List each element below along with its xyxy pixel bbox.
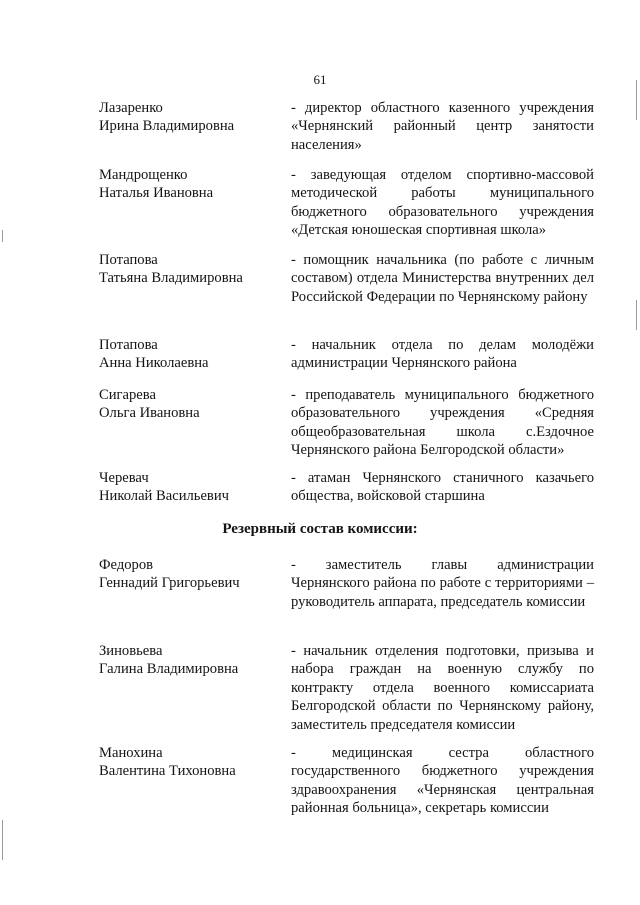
member-name bbox=[99, 386, 279, 423]
member-description: - директор областного казенного учреждения «Чернянский районный центр занятости населения» bbox=[291, 100, 594, 153]
member-description: - начальник отделения подготовки, призыва и набора граждан на военную службу по контракту отдела военного комиссариата Белгородской области по Чернянскому району, заместитель председателя комиссии bbox=[291, 643, 594, 733]
scan-edge-mark bbox=[2, 230, 3, 242]
member-surname: Манохина bbox=[99, 745, 163, 761]
member-surname: Лазаренко bbox=[99, 100, 163, 116]
member-surname: Зиновьева bbox=[99, 643, 163, 659]
member-name bbox=[99, 744, 279, 781]
member-surname: Сигарева bbox=[99, 387, 156, 403]
member-given-names: Николай Васильевич bbox=[99, 488, 229, 505]
member-given-names: Анна Николаевна bbox=[99, 355, 209, 372]
member-name bbox=[99, 166, 279, 203]
member-surname: Черевач bbox=[99, 470, 149, 486]
member-given-names: Ирина Владимировна bbox=[99, 118, 235, 135]
member-name bbox=[99, 336, 279, 373]
member-surname: Потапова bbox=[99, 252, 158, 268]
scan-edge-mark bbox=[636, 300, 637, 330]
member-surname: Федоров bbox=[99, 557, 154, 573]
member-description: - медицинская сестра областного государственного бюджетного учреждения здравоохранения «Чернянская центральная районная больница», секретарь комиссии bbox=[291, 745, 594, 817]
member-given-names: Ольга Ивановна bbox=[99, 405, 200, 422]
member-name bbox=[99, 642, 279, 679]
member-given-names: Валентина Тихоновна bbox=[99, 763, 236, 780]
member-given-names: Геннадий Григорьевич bbox=[99, 575, 240, 592]
page-number: 61 bbox=[313, 72, 327, 87]
reserve-section-heading: Резервный состав комиссии: bbox=[222, 521, 418, 537]
member-name bbox=[99, 99, 279, 136]
member-description: - помощник начальника (по работе с личным составом) отдела Министерства внутренних дел Российской Федерации по Чернянскому району bbox=[291, 252, 594, 305]
member-name bbox=[99, 469, 279, 506]
member-description: - начальник отдела по делам молодёжи администрации Чернянского района bbox=[291, 337, 594, 372]
member-description: - атаман Чернянского станичного казачьего общества, войсковой старшина bbox=[291, 470, 594, 505]
member-surname: Потапова bbox=[99, 337, 158, 353]
member-description: - заместитель главы администрации Чернянского района по работе с территориями – руководитель аппарата, председатель комиссии bbox=[291, 557, 594, 610]
scan-edge-mark bbox=[636, 80, 637, 120]
member-name bbox=[99, 251, 279, 288]
member-description: - заведующая отделом спортивно-массовой методической работы муниципального бюджетного образовательного учреждения «Детская юношеская спортивная школа» bbox=[291, 167, 594, 239]
member-given-names: Галина Владимировна bbox=[99, 661, 239, 678]
member-name bbox=[99, 556, 279, 593]
scan-edge-mark bbox=[2, 820, 3, 860]
member-description: - преподаватель муниципального бюджетного образовательного учреждения «Средняя общеобразовательная школа с.Ездочное Чернянского района Белгородской области» bbox=[291, 387, 594, 459]
member-surname: Мандрощенко bbox=[99, 167, 188, 183]
member-given-names: Наталья Ивановна bbox=[99, 185, 214, 202]
member-given-names: Татьяна Владимировна bbox=[99, 270, 243, 287]
